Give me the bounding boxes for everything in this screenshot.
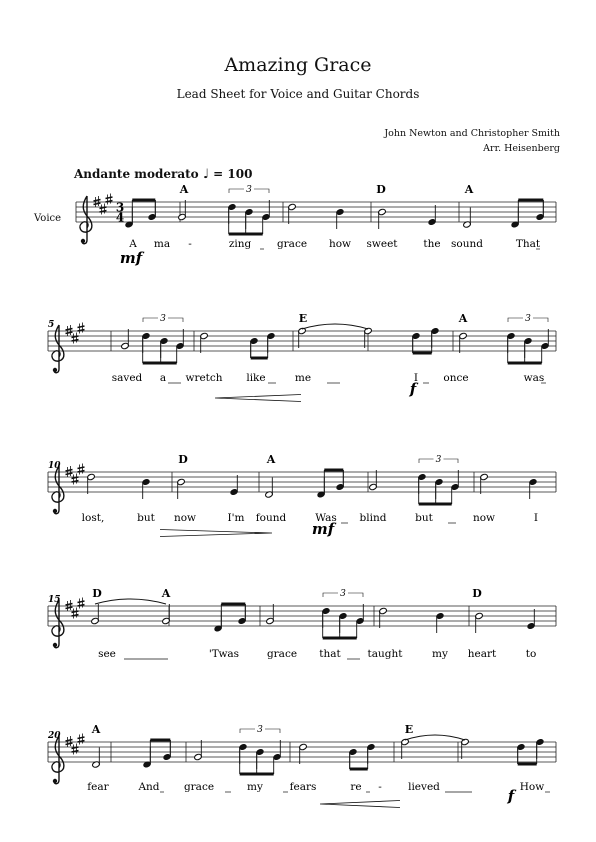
chord-symbol: A <box>179 183 189 196</box>
crescendo-hairpin <box>320 801 400 808</box>
lyric-syllable: found <box>255 512 287 524</box>
lyric-syllable: A <box>129 238 137 250</box>
lyric-syllable: How <box>519 781 545 793</box>
lyric-syllable: heart <box>467 648 497 660</box>
lyric-syllable: re <box>350 781 362 793</box>
measure-number: 20 <box>48 731 61 741</box>
lyric-syllable: now <box>173 512 197 524</box>
score-subtitle: Lead Sheet for Voice and Guitar Chords <box>176 87 420 101</box>
instrument-name: Voice <box>34 213 62 224</box>
lyric-syllable: to <box>525 648 537 660</box>
treble-clef-stroke <box>52 466 64 514</box>
lyric-syllable: the <box>423 238 441 250</box>
treble-clef-icon <box>52 325 64 373</box>
tie-arc <box>95 599 166 604</box>
time-signature-top: 3 <box>115 200 125 215</box>
key-signature-sharp <box>78 323 85 334</box>
quarter-note-icon: ♩ <box>202 167 209 182</box>
lyric-syllable: grace <box>276 238 308 250</box>
sharp-bar <box>66 329 73 331</box>
lyric-syllable: ma <box>153 238 171 250</box>
lyric-syllable: once <box>443 372 469 384</box>
tempo-value: = 100 <box>213 167 253 181</box>
dynamic-marking: f <box>507 787 515 805</box>
lyric-syllable: but <box>415 512 433 524</box>
key-signature-sharp <box>72 744 79 755</box>
arranger-line: Arr. Heisenberg <box>483 143 560 154</box>
key-signature-sharp <box>66 325 73 336</box>
key-signature-sharp <box>100 204 107 215</box>
sharp-bar <box>94 200 101 202</box>
lyric-syllable: fears <box>289 781 317 793</box>
lyric-syllable: lieved <box>408 781 440 793</box>
chord-symbol: E <box>404 723 414 736</box>
treble-clef-dot <box>53 779 57 783</box>
key-signature-sharp <box>94 196 101 207</box>
triplet-number: 3 <box>525 314 531 324</box>
measure-number: 15 <box>48 595 61 605</box>
lyric-syllable: I <box>533 512 539 524</box>
lyric-syllable: my <box>247 781 263 793</box>
key-signature-sharp <box>72 474 79 485</box>
treble-clef-stroke <box>52 736 64 784</box>
key-signature-sharp <box>78 598 85 609</box>
score-title: Amazing Grace <box>224 54 372 76</box>
treble-clef-icon <box>52 736 64 784</box>
chord-symbol: A <box>458 312 468 325</box>
dynamic-marking: mf <box>311 520 335 538</box>
sharp-bar <box>66 607 73 609</box>
lyric-syllable: - <box>378 781 382 793</box>
dynamic-marking: mf <box>119 249 143 267</box>
composer-line-1: John Newton and Christopher Smith <box>384 128 560 139</box>
lyric-syllable: grace <box>183 781 215 793</box>
lyric-syllable: I'm <box>227 512 245 524</box>
tempo-text: Andante moderato <box>74 167 199 181</box>
key-signature-sharp <box>72 608 79 619</box>
key-signature-sharp <box>78 734 85 745</box>
chord-symbol: D <box>178 453 188 466</box>
lyric-syllable: I <box>413 372 419 384</box>
lyric-syllable: me <box>294 372 312 384</box>
triplet-number: 3 <box>340 589 346 599</box>
chord-symbol: D <box>376 183 386 196</box>
chord-symbol: A <box>91 723 101 736</box>
key-signature-sharp <box>106 194 113 205</box>
triplet-number: 3 <box>435 455 442 465</box>
treble-clef-stroke <box>80 196 92 244</box>
treble-clef-icon <box>52 466 64 514</box>
sharp-bar <box>66 332 73 334</box>
triplet-number: 3 <box>257 725 263 735</box>
chord-symbol: D <box>472 587 482 600</box>
lyric-syllable: blind <box>359 512 387 524</box>
lyric-syllable: sound <box>451 238 483 250</box>
lyric-syllable: see <box>98 648 116 660</box>
sharp-bar <box>78 737 85 739</box>
lyric-syllable: fear <box>87 781 109 793</box>
sharp-bar <box>78 467 85 469</box>
lyric-syllable: taught <box>367 648 403 660</box>
lyric-syllable: my <box>432 648 448 660</box>
measure-number: 5 <box>48 320 55 330</box>
key-signature-sharp <box>66 466 73 477</box>
lyric-syllable: Was <box>315 512 337 524</box>
triplet-number: 3 <box>246 185 252 195</box>
decrescendo-hairpin <box>160 530 272 537</box>
treble-clef-stroke <box>52 325 64 373</box>
key-signature-sharp <box>66 736 73 747</box>
lyric-syllable: a <box>159 372 167 384</box>
chord-symbol: A <box>161 587 171 600</box>
chord-symbol: E <box>298 312 308 325</box>
treble-clef-dot <box>53 509 57 513</box>
sharp-bar <box>78 326 85 328</box>
lyric-syllable: wretch <box>185 372 223 384</box>
lyric-syllable: zing <box>228 238 252 250</box>
tie-arc <box>405 735 465 740</box>
treble-clef-icon <box>52 600 64 648</box>
lyric-syllable: like <box>246 372 266 384</box>
lyric-syllable: now <box>472 512 496 524</box>
measure-number: 10 <box>48 461 61 471</box>
dynamic-marking: f <box>409 380 417 398</box>
time-signature-bottom: 4 <box>115 210 125 225</box>
lyric-syllable: how <box>328 238 352 250</box>
key-signature-sharp <box>78 464 85 475</box>
lyric-syllable: lost, <box>81 512 105 524</box>
sharp-bar <box>94 203 101 205</box>
sharp-bar <box>66 473 73 475</box>
treble-clef-dot <box>53 643 57 647</box>
treble-clef-dot <box>81 239 85 243</box>
sharp-bar <box>66 470 73 472</box>
lyric-syllable: but <box>137 512 155 524</box>
lyric-syllable: saved <box>111 372 143 384</box>
sharp-bar <box>106 197 113 199</box>
sharp-bar <box>66 604 73 606</box>
chord-symbol: D <box>92 587 102 600</box>
lyric-syllable: sweet <box>366 238 398 250</box>
key-signature-sharp <box>66 600 73 611</box>
lyric-syllable: That <box>515 238 541 250</box>
treble-clef-icon <box>80 196 92 244</box>
crescendo-hairpin <box>215 395 301 402</box>
sharp-bar <box>78 601 85 603</box>
key-signature-sharp <box>72 333 79 344</box>
chord-symbol: A <box>464 183 474 196</box>
triplet-number: 3 <box>160 314 166 324</box>
lyric-syllable: 'Twas <box>208 648 240 660</box>
tie-arc <box>302 324 368 329</box>
lyric-syllable: And <box>138 781 160 793</box>
treble-clef-dot <box>53 368 57 372</box>
sharp-bar <box>66 743 73 745</box>
lyric-syllable: - <box>188 238 192 250</box>
lyric-syllable: was <box>523 372 545 384</box>
chord-symbol: A <box>266 453 276 466</box>
lyric-syllable: that <box>319 648 341 660</box>
sharp-bar <box>66 740 73 742</box>
lyric-syllable: grace <box>266 648 298 660</box>
treble-clef-stroke <box>52 600 64 648</box>
